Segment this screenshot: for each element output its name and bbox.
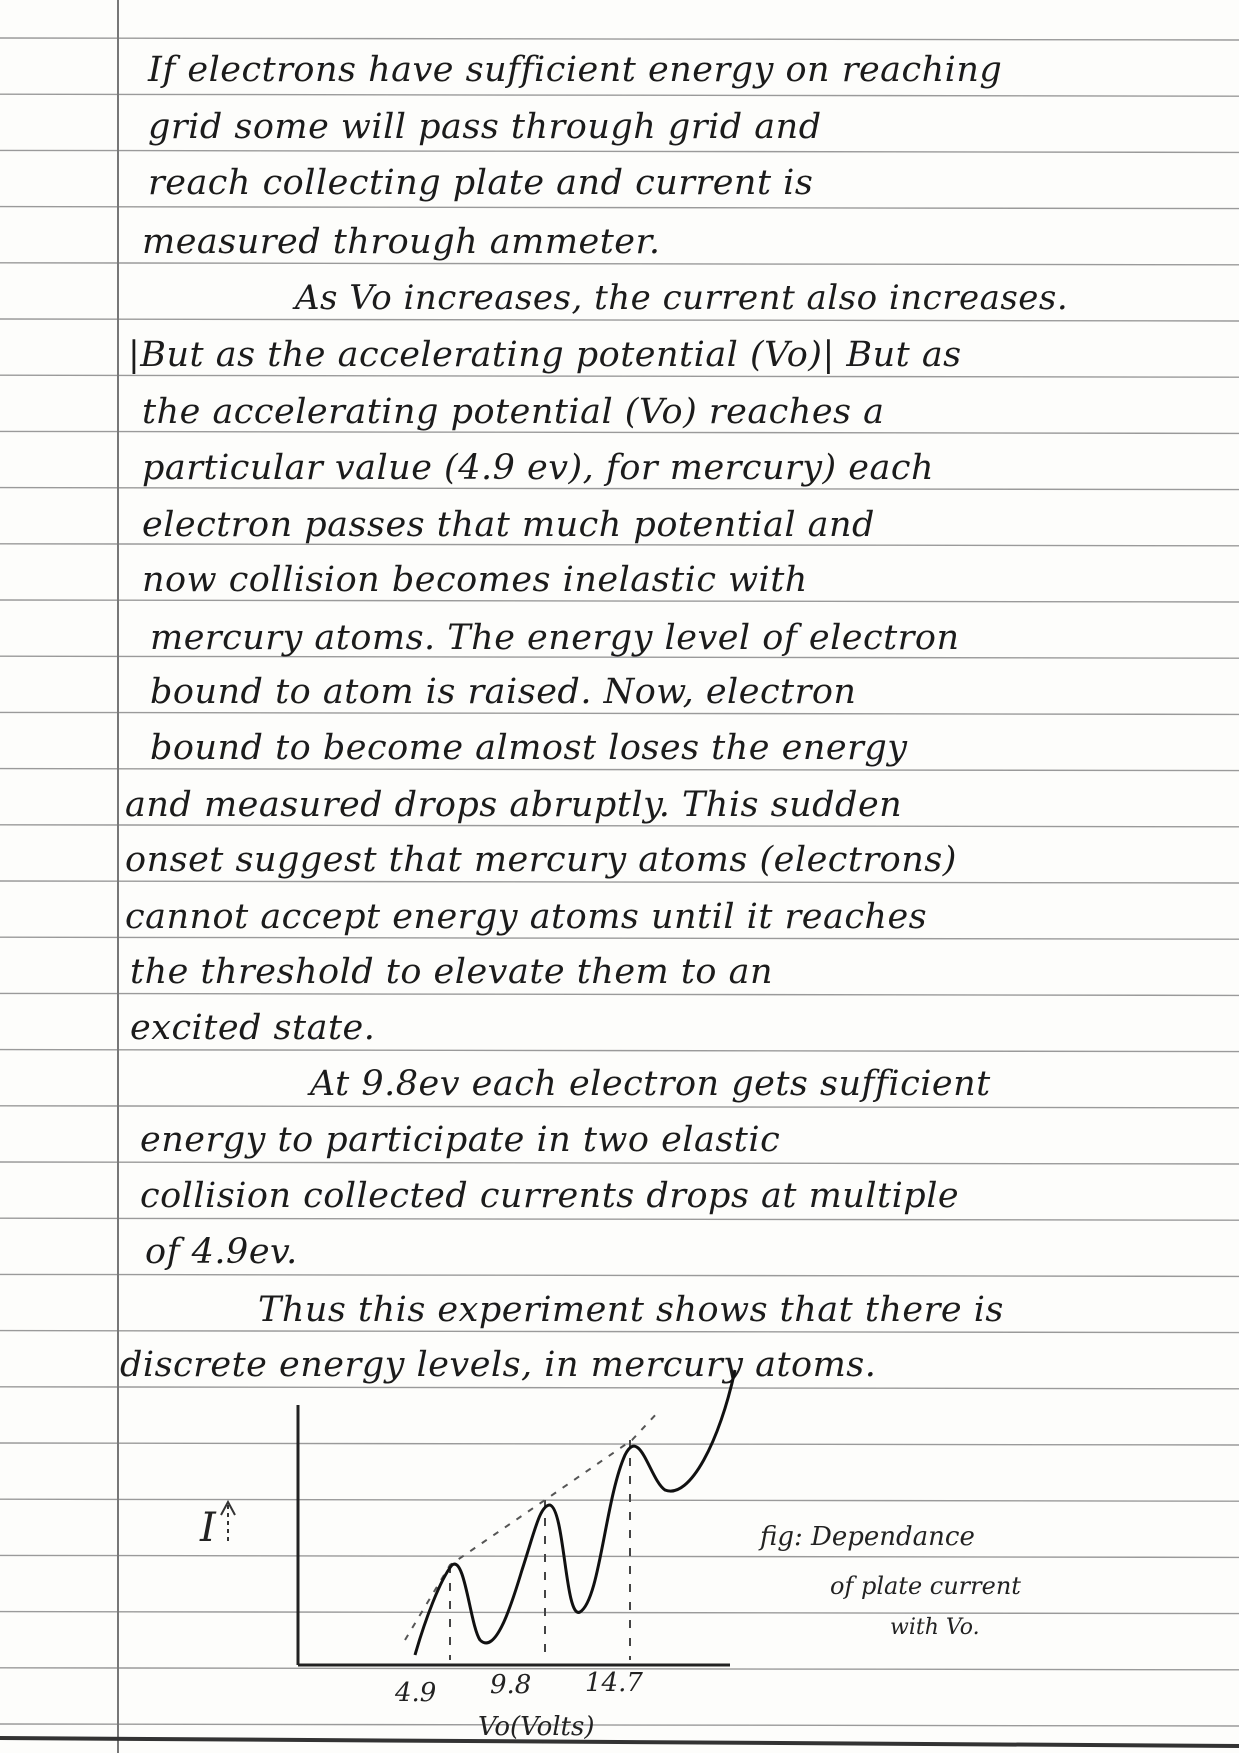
figure-caption-line-2: of plate current	[830, 1572, 1021, 1600]
text-line-20: energy to participate in two elastic	[140, 1120, 781, 1160]
x-tick-label-3: 14.7	[585, 1668, 643, 1698]
text-line-22: of 4.9ev.	[145, 1232, 298, 1272]
current-curve	[415, 1370, 735, 1655]
text-line-10: now collision becomes inelastic with	[142, 560, 808, 600]
text-line-12: bound to atom is raised. Now, electron	[150, 672, 857, 712]
text-line-2: grid some will pass through grid and	[148, 107, 822, 147]
text-line-23: Thus this experiment shows that there is	[258, 1290, 1004, 1330]
text-line-18: excited state.	[130, 1008, 376, 1048]
text-line-15: onset suggest that mercury atoms (electrons)	[125, 840, 957, 880]
envelope-line	[405, 1410, 660, 1640]
text-line-13: bound to become almost loses the energy	[150, 728, 908, 768]
text-line-8: particular value (4.9 ev), for mercury) each	[142, 448, 935, 488]
text-line-21: collision collected currents drops at multiple	[140, 1176, 960, 1216]
text-line-16: cannot accept energy atoms until it reaches	[125, 897, 928, 937]
text-line-24: discrete energy levels, in mercury atoms.	[120, 1345, 877, 1385]
text-line-4: measured through ammeter.	[142, 222, 661, 262]
text-line-7: the accelerating potential (Vo) reaches a	[142, 392, 885, 432]
text-line-11: mercury atoms. The energy level of electron	[150, 618, 960, 658]
text-line-17: the threshold to elevate them to an	[130, 952, 774, 992]
text-line-9: electron passes that much potential and	[142, 505, 875, 545]
text-line-3: reach collecting plate and current is	[148, 163, 814, 203]
x-tick-label-1: 4.9	[395, 1678, 437, 1708]
x-tick-label-2: 9.8	[490, 1670, 532, 1700]
figure-caption-line-1: fig: Dependance	[760, 1522, 975, 1552]
text-line-19: At 9.8ev each electron gets sufficient	[310, 1064, 991, 1104]
text-line-5: As Vo increases, the current also increases.	[295, 278, 1069, 318]
x-axis-label: Vo(Volts)	[478, 1712, 595, 1742]
text-line-6: |But as the accelerating potential (Vo)| But as	[128, 335, 962, 375]
text-line-14: and measured drops abruptly. This sudden	[125, 785, 903, 825]
text-line-1: If electrons have sufficient energy on reaching	[148, 50, 1003, 90]
y-axis-label: I	[200, 1505, 216, 1551]
figure-caption-line-3: with Vo.	[890, 1615, 980, 1640]
